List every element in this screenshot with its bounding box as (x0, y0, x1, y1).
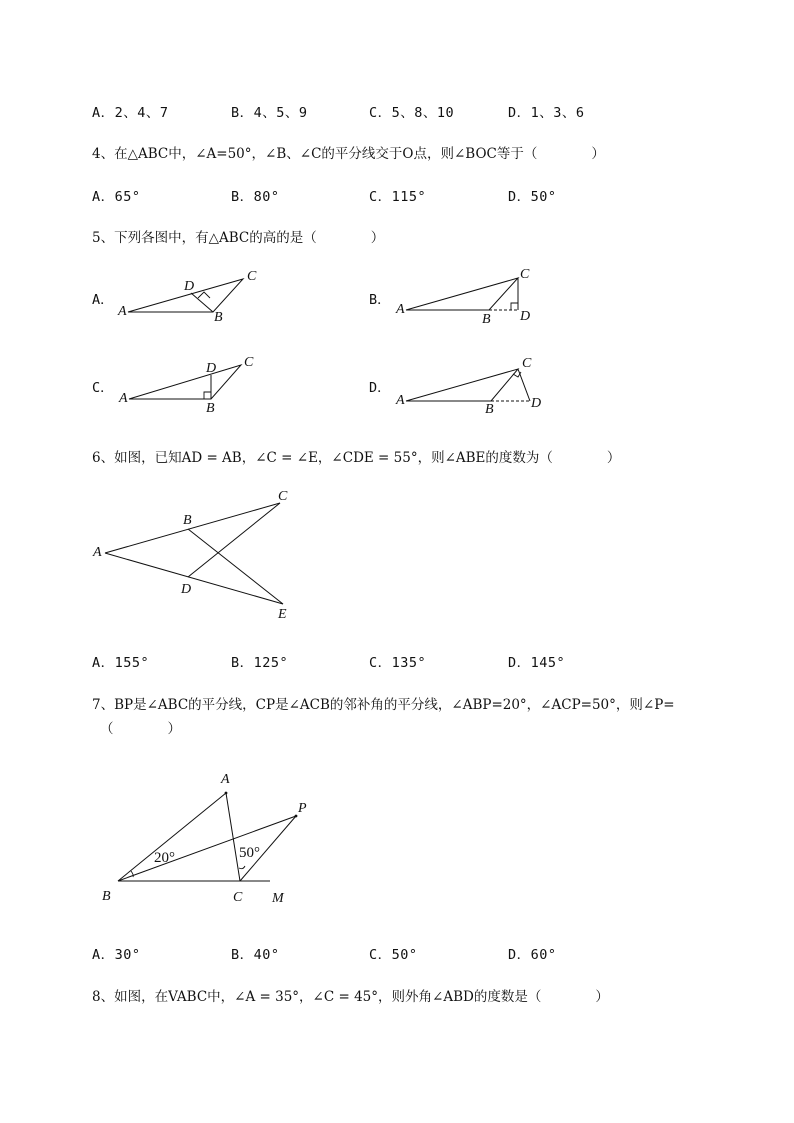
q3-option-b: B．4、5、9 (231, 105, 308, 121)
q7-label-b: B (102, 889, 111, 904)
q4-option-d: D．50° (508, 189, 557, 205)
q6-label-d: D (181, 582, 192, 597)
q7-angle-acp: 50° (239, 845, 260, 861)
q5a-label-b: B (214, 310, 223, 325)
q7-label-p: P (298, 801, 307, 816)
q5a-label-c: C (247, 269, 257, 284)
q5-figure-b (395, 267, 530, 327)
q5c-label-a: A (119, 391, 128, 406)
q5-option-c-letter: C． (92, 380, 114, 396)
q5b-label-b: B (482, 312, 491, 327)
q7-angle-abp: 20° (154, 850, 175, 866)
q5d-label-b: B (485, 402, 494, 417)
q5d-label-a: A (396, 393, 405, 408)
q5c-label-d: D (206, 361, 217, 376)
q5a-label-d: D (184, 279, 195, 294)
q5d-label-c: C (522, 356, 532, 371)
q3-option-d: D．1、3、6 (508, 105, 585, 121)
q5c-label-c: C (244, 355, 254, 370)
q6-label-e: E (278, 607, 287, 622)
q5b-label-c: C (520, 267, 530, 282)
q8-stem: 8、如图，在VABC中，∠A = 35°，∠C = 45°，则外角∠ABD的度数是（ ） (92, 989, 609, 1005)
q6-option-b: B．125° (231, 655, 289, 671)
q3-option-c: C．5、8、10 (369, 105, 455, 121)
q5b-label-d: D (520, 309, 531, 324)
q6-label-c: C (278, 489, 288, 504)
q6-label-b: B (183, 513, 192, 528)
q7-figure (102, 772, 307, 906)
q6-option-a: A．155° (92, 655, 150, 671)
q7-option-d: D．60° (508, 947, 557, 963)
q5d-label-d: D (531, 396, 542, 411)
q4-option-b: B．80° (231, 189, 280, 205)
q5-option-a-letter: A． (92, 292, 114, 308)
q4-option-a: A．65° (92, 189, 141, 205)
q7-stem: 7、BP是∠ABC的平分线，CP是∠ACB的邻补角的平分线，∠ABP=20°，∠ACP=50°，则∠P= (92, 697, 675, 713)
q7-label-a: A (221, 772, 230, 787)
q7-stem-cont: （ ） (100, 721, 181, 737)
q7-option-c: C．50° (369, 947, 418, 963)
q5-figure-a (117, 269, 257, 325)
q5-option-d-letter: D． (369, 380, 391, 396)
q7-label-m: M (272, 891, 284, 906)
q7-option-a: A．30° (92, 947, 141, 963)
q7-label-c: C (233, 890, 243, 905)
q5c-label-b: B (206, 401, 215, 416)
q4-option-c: C．115° (369, 189, 427, 205)
q6-stem: 6、如图，已知AD = AB，∠C = ∠E，∠CDE = 55°，则∠ABE的度数为（ ） (92, 450, 621, 466)
q5a-label-a: A (118, 304, 127, 319)
q5b-label-a: A (396, 302, 405, 317)
q4-stem: 4、在△ABC中，∠A=50°，∠B、∠C的平分线交于O点，则∠BOC等于（ ） (92, 146, 605, 162)
q6-option-c: C．135° (369, 655, 427, 671)
q5-figure-c (118, 355, 254, 416)
q5-stem: 5、下列各图中，有△ABC的高的是（ ） (92, 230, 385, 246)
q3-option-a: A．2、4、7 (92, 105, 169, 121)
q7-option-b: B．40° (231, 947, 280, 963)
q6-option-d: D．145° (508, 655, 566, 671)
q6-label-a: A (93, 545, 102, 560)
q6-figure (92, 489, 288, 622)
q5-figure-d (395, 356, 541, 417)
q5-option-b-letter: B． (369, 292, 391, 308)
